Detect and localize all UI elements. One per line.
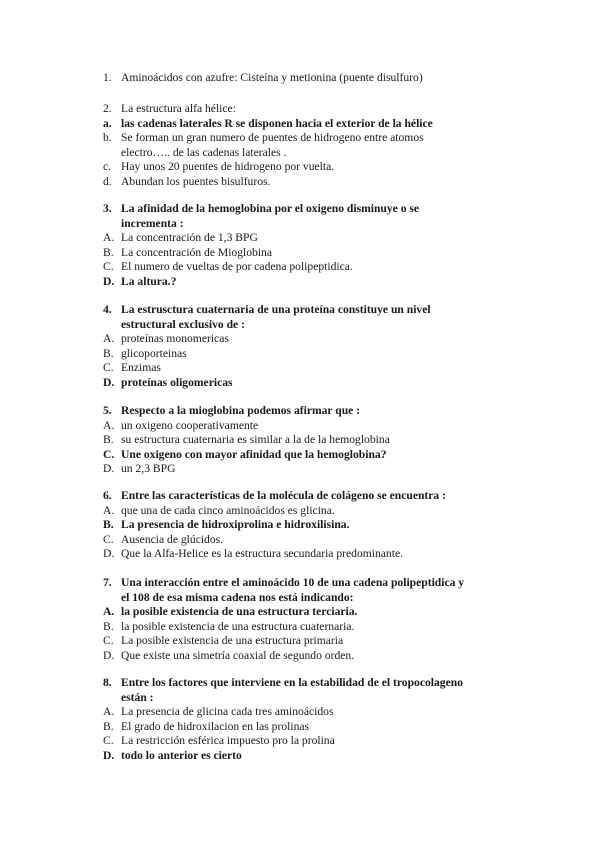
option-label: D. xyxy=(103,547,115,561)
option-label: B. xyxy=(103,245,114,259)
question-number: 3. xyxy=(103,202,112,215)
option-text: Enzimas xyxy=(121,361,161,375)
option-label: B. xyxy=(103,346,114,360)
option-text: un 2,3 BPG xyxy=(121,462,176,476)
question-stem: Entre los factores que interviene en la estabilidad de el tropocolageno xyxy=(121,676,463,689)
option-text: Que la Alfa-Helice es la estructura secundaria predominante. xyxy=(121,547,403,561)
option-text: glicoporteinas xyxy=(121,346,187,360)
option-text: proteínas oligomericas xyxy=(121,376,233,389)
question-stem: Respecto a la mioglobina podemos afirmar que : xyxy=(121,404,361,417)
option-text: La altura.? xyxy=(121,275,177,288)
option-label: D. xyxy=(103,275,115,288)
option-label: C. xyxy=(103,361,114,375)
option-text: Hay unos 20 puentes de hidrogeno por vuelta. xyxy=(121,160,335,174)
option-label: A. xyxy=(103,231,115,245)
option-label: D. xyxy=(103,749,115,762)
question-stem: Una interacción entre el aminoácido 10 de una cadena polipeptidica y xyxy=(121,576,465,589)
option-text: La restricción esférica impuesto pro la prolina xyxy=(121,734,335,748)
option-text: que una de cada cinco aminoácidos es glicina. xyxy=(121,503,335,517)
option-text: La presencia de hidroxiprolina e hidroxilisina. xyxy=(121,518,350,532)
option-text: Abundan los puentes bisulfuros. xyxy=(121,175,271,188)
option-label: D. xyxy=(103,376,115,389)
option-label: A. xyxy=(103,705,115,719)
question-number: 1. xyxy=(103,71,112,84)
option-text: proteínas monomericas xyxy=(121,332,229,346)
option-label: b. xyxy=(103,131,112,145)
question-stem: incrementa : xyxy=(121,216,184,230)
question-number: 8. xyxy=(103,676,112,689)
option-label: D. xyxy=(103,649,115,662)
question-stem: están : xyxy=(121,690,154,704)
question-stem: Aminoácidos con azufre: Cisteína y metionina (puente disulfuro) xyxy=(121,71,423,84)
option-label: B. xyxy=(103,518,114,532)
option-label: C. xyxy=(103,634,114,648)
option-text: las cadenas laterales R se disponen hacia el exterior de la hélice xyxy=(121,116,433,130)
option-text: Ausencia de glúcidos. xyxy=(121,532,224,546)
option-text: La concentración de Mioglobina xyxy=(121,245,272,259)
option-text: su estructura cuaternaria es similar a la de la hemoglobina xyxy=(121,433,390,447)
option-label: C. xyxy=(103,734,114,748)
question-number: 4. xyxy=(103,303,112,316)
option-label: B. xyxy=(103,619,114,633)
option-text: un oxigeno cooperativamente xyxy=(121,418,259,432)
option-label: D. xyxy=(103,462,115,476)
option-label: a. xyxy=(103,116,112,130)
option-text: Une oxigeno con mayor afinidad que la hemoglobina? xyxy=(121,447,387,461)
option-text: El grado de hidroxilacion en las prolinas xyxy=(121,719,310,733)
question-number: 2. xyxy=(103,102,112,115)
option-text: la posible existencia de una estructura cuaternaria. xyxy=(121,619,355,633)
question-number: 5. xyxy=(103,404,112,417)
option-text: electro….. de las cadenas laterales . xyxy=(121,145,287,159)
option-label: A. xyxy=(103,503,115,517)
option-text: Que existe una simetría coaxial de segundo orden. xyxy=(121,649,355,662)
option-label: B. xyxy=(103,719,114,733)
question-stem: estructural exclusivo de : xyxy=(121,317,245,331)
option-text: La concentración de 1,3 BPG xyxy=(121,231,258,245)
option-label: A. xyxy=(103,332,115,346)
option-label: C. xyxy=(103,447,115,461)
option-label: A. xyxy=(103,418,115,432)
question-stem: La estrusctura cuaternaria de una proteína constituye un nivel xyxy=(121,303,431,316)
option-text: La posible existencia de una estructura primaria xyxy=(121,634,344,648)
option-label: d. xyxy=(103,175,112,188)
question-stem: La estructura alfa hélice: xyxy=(121,102,236,115)
option-text: todo lo anterior es cierto xyxy=(121,749,242,762)
option-label: c. xyxy=(103,160,112,174)
question-stem: el 108 de esa misma cadena nos está indicando: xyxy=(121,590,354,604)
option-label: B. xyxy=(103,433,114,447)
option-text: la posible existencia de una estructura terciaria. xyxy=(121,605,358,619)
option-label: A. xyxy=(103,605,115,619)
option-label: C. xyxy=(103,260,114,274)
option-label: C. xyxy=(103,532,114,546)
question-number: 7. xyxy=(103,576,112,589)
option-text: La presencia de glicina cada tres aminoácidos xyxy=(121,705,334,719)
option-text: Se forman un gran numero de puentes de hidrogeno entre atomos xyxy=(121,131,424,145)
question-number: 6. xyxy=(103,489,112,502)
question-stem: La afinidad de la hemoglobina por el oxigeno disminuye o se xyxy=(121,202,420,215)
question-stem: Entre las características de la molécula de colágeno se encuentra : xyxy=(121,489,446,502)
option-text: El numero de vueltas de por cadena polipeptidica. xyxy=(121,260,353,274)
